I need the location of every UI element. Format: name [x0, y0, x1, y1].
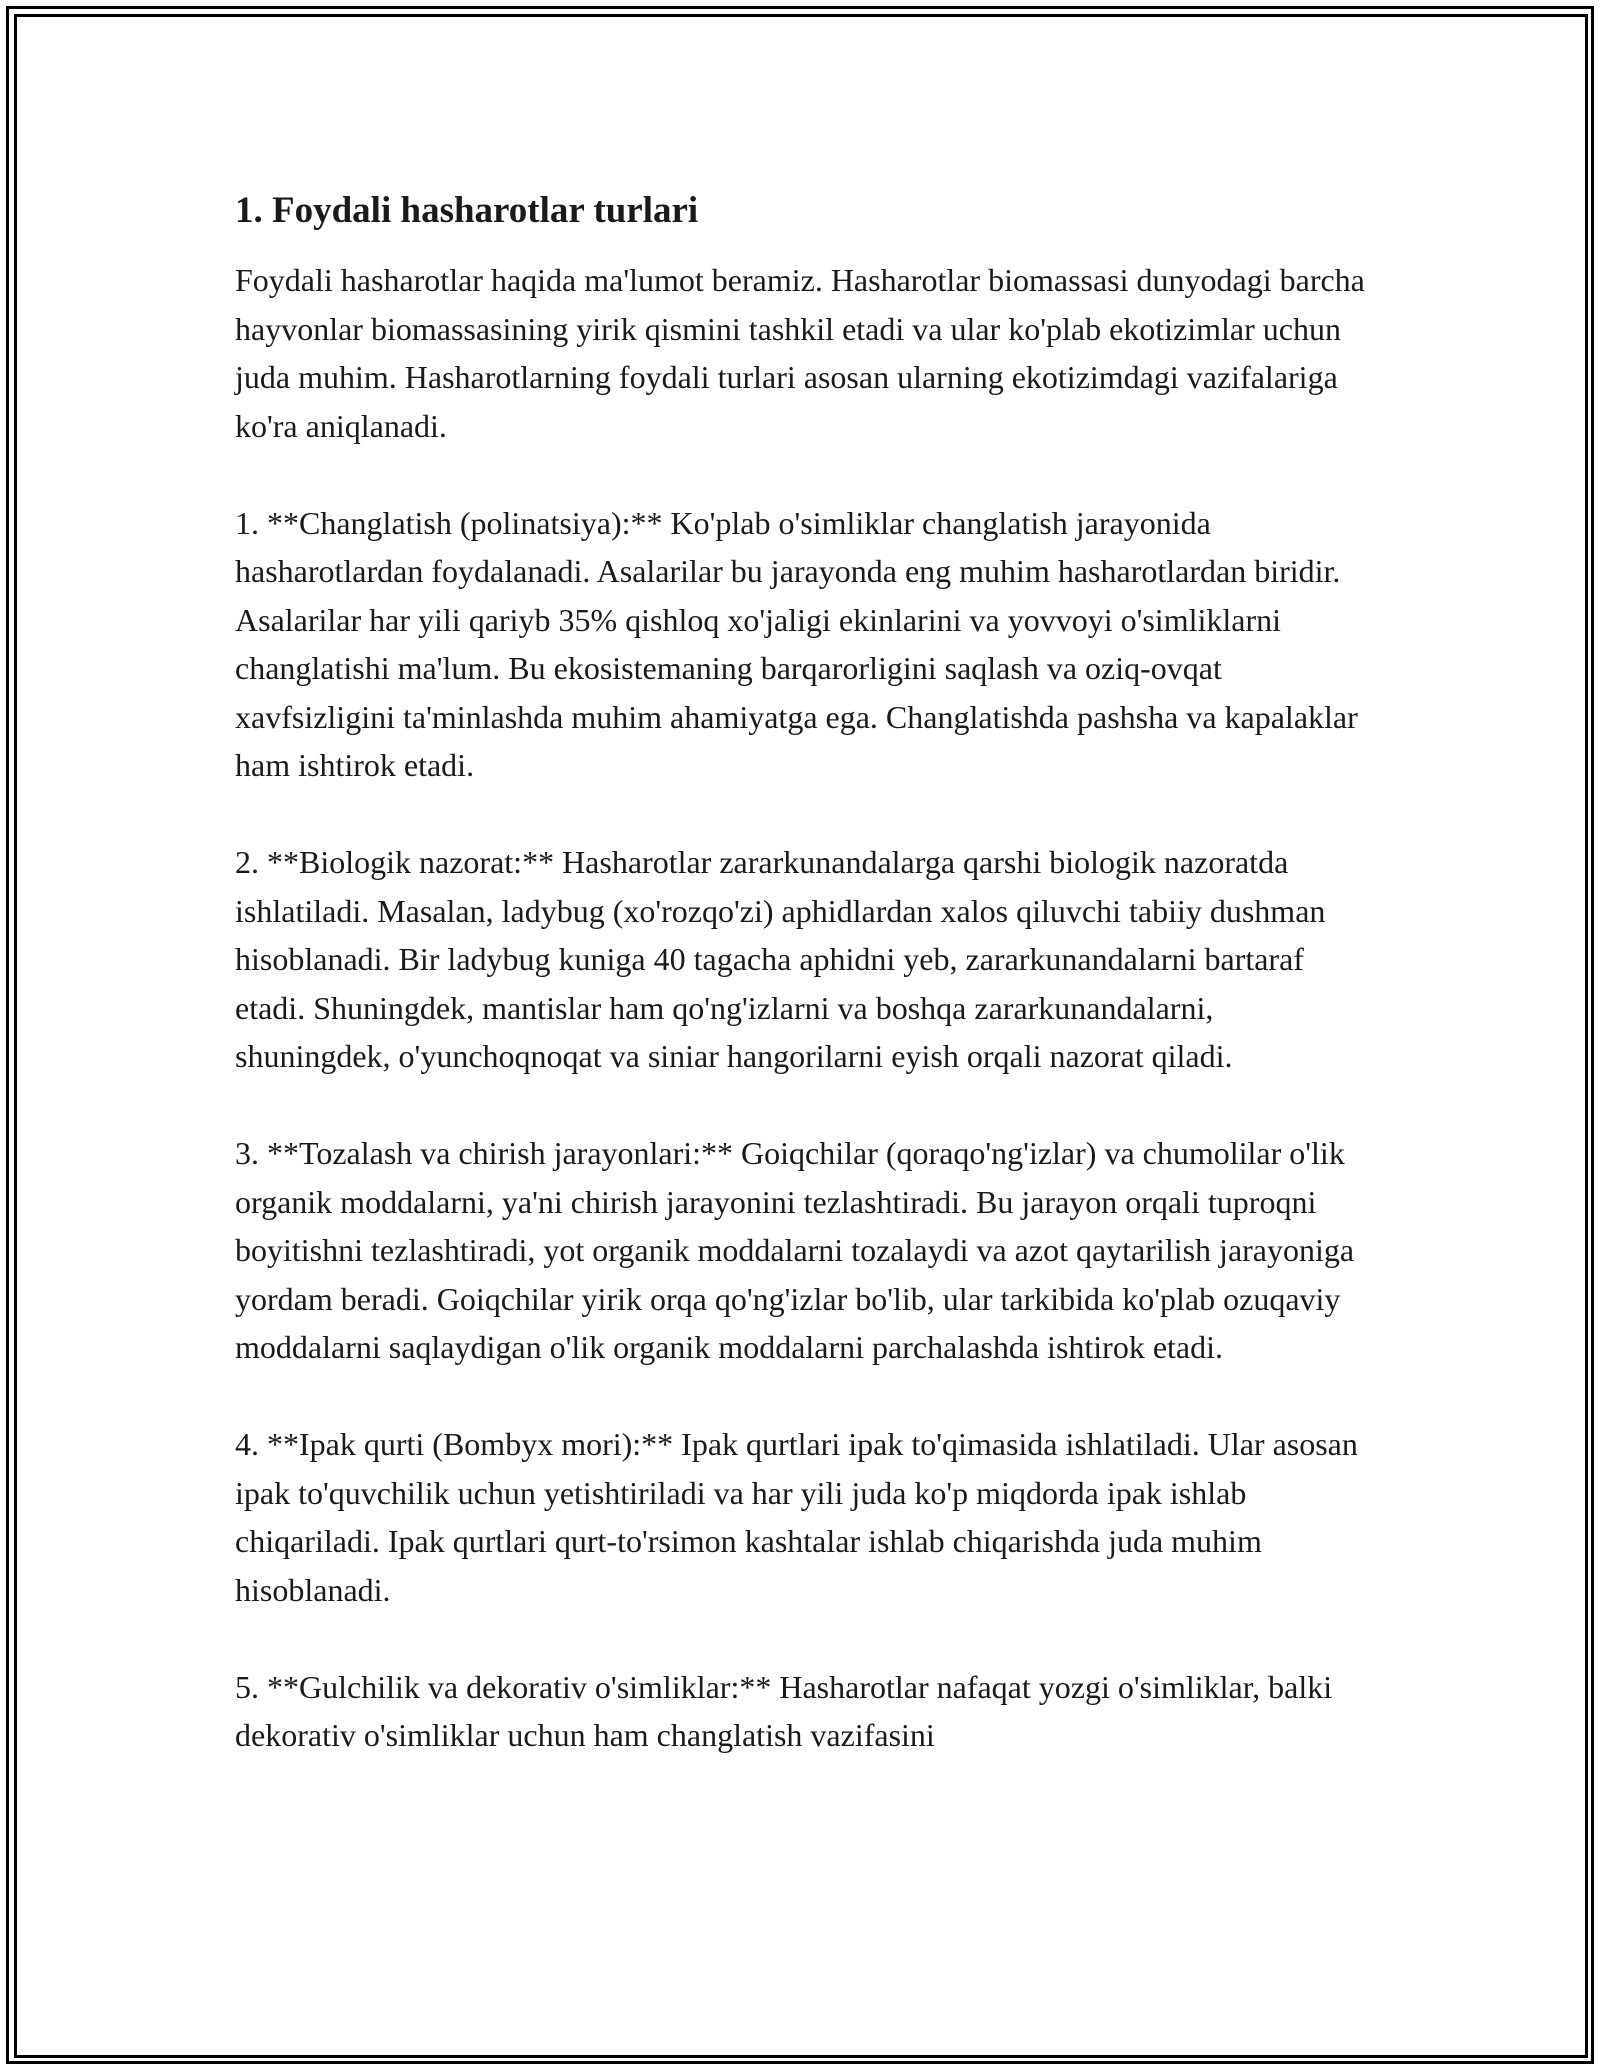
- document-body: [235, 185, 1375, 1808]
- page-title: 1. Foydali hasharotlar turlari: [235, 190, 699, 231]
- intro-paragraph: Foydali hasharotlar haqida ma'lumot beramiz. Hasharotlar biomassasi dunyodagi barcha hayvonlar biomassasining yirik qismini tashkil etadi va ular ko'plab ekotizimlar uchun juda muhim. Hasharotlarning foydali turlari asosan ularning ekotizimdagi vazifalariga ko'ra aniqlanadi.: [235, 262, 1365, 444]
- list-item-pollination: 1. **Changlatish (polinatsiya):** Ko'plab o'simliklar changlatish jarayonida hasharotlardan foydalanadi. Asalarilar bu jarayonda eng muhim hasharotlardan biridir. Asalarilar har yili qariyb 35% qishloq xo'jaligi ekinlarini va yovvoyi o'simliklarni changlatishi ma'lum. Bu ekosistemaning barqarorligini saqlash va oziq-ovqat xavfsizligini ta'minlashda muhim ahamiyatga ega. Changlatishda pashsha va kapalaklar ham ishtirok etadi.: [235, 504, 1358, 783]
- list-item-biological-control: 2. **Biologik nazorat:** Hasharotlar zararkunandalarga qarshi biologik nazoratda ishlatiladi. Masalan, ladybug (xo'rozqo'zi) aphidlardan xalos qiluvchi tabiiy dushman hisoblanadi. Bir ladybug kuniga 40 tagacha aphidni yeb, zararkunandalarni bartaraf etadi. Shuningdek, mantislar ham qo'ng'izlarni va boshqa zararkunandalarni, shuningdek, o'yunchoqnoqat va siniar hangorilarni eyish orqali nazorat qiladi.: [235, 844, 1326, 1074]
- list-item-floriculture: 5. **Gulchilik va dekorativ o'simliklar:** Hasharotlar nafaqat yozgi o'simliklar, balki dekorativ o'simliklar uchun ham changlatish vazifasini: [235, 1668, 1333, 1753]
- list-item-decomposition: 3. **Tozalash va chirish jarayonlari:** Goiqchilar (qoraqo'ng'izlar) va chumolilar o'lik organik moddalarni, ya'ni chirish jarayonini tezlashtiradi. Bu jarayon orqali tuproqni boyitishni tezlashtiradi, yot organik moddalarni tozalaydi va azot qaytarilish jarayoniga yordam beradi. Goiqchilar yirik orqa qo'ng'izlar bo'lib, ular tarkibida ko'plab ozuqaviy moddalarni saqlaydigan o'lik organik moddalarni parchalashda ishtirok etadi.: [235, 1135, 1355, 1365]
- list-item-silkworm: 4. **Ipak qurti (Bombyx mori):** Ipak qurtlari ipak to'qimasida ishlatiladi. Ular asosan ipak to'quvchilik uchun yetishtiriladi va har yili juda ko'p miqdorda ipak ishlab chiqariladi. Ipak qurtlari qurt-to'rsimon kashtalar ishlab chiqarishda juda muhim hisoblanadi.: [235, 1426, 1358, 1608]
